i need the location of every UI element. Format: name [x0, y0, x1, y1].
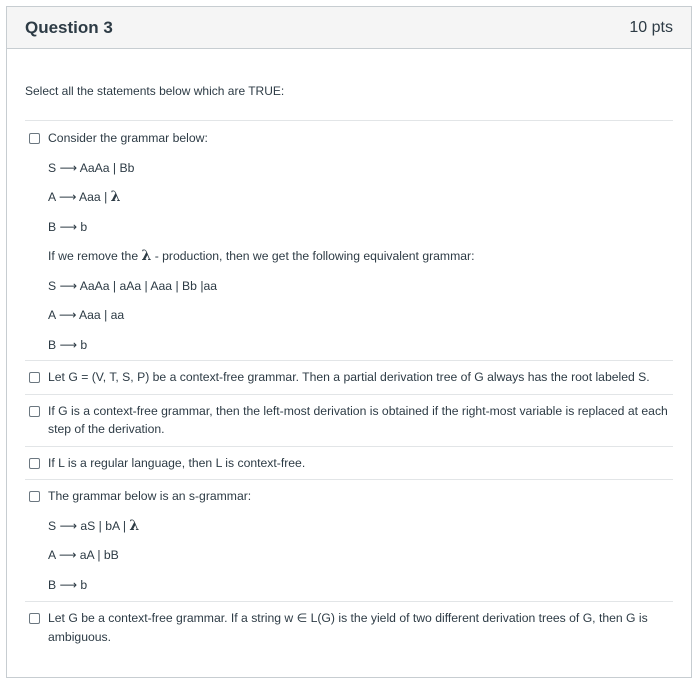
answer-option-6[interactable]: [25, 602, 673, 653]
answer-line: Let G = (V, T, S, P) be a context-free grammar. Then a partial derivation tree of G always has the root labeled S.: [48, 370, 650, 384]
answer-option-2[interactable]: [25, 361, 673, 395]
grammar-rule: B ⟶ b: [48, 219, 88, 234]
answer-option-4[interactable]: [25, 447, 673, 481]
question-header: [7, 7, 691, 49]
answer-text-3: [48, 402, 673, 439]
answer-line: Consider the grammar below:: [48, 131, 208, 145]
question-prompt: Select all the statements below which are TRUE:: [25, 84, 285, 98]
lambda-rule: A ⟶ Aaa | λ: [48, 189, 121, 205]
grammar-rule: A ⟶ aA | bB: [48, 548, 119, 562]
grammar-rule: B ⟶ b: [48, 577, 88, 592]
question-points: 10 pts: [629, 18, 673, 36]
answer-checkbox-5[interactable]: [29, 491, 40, 502]
answer-text-1: [48, 129, 474, 354]
answer-line: If G is a context-free grammar, then the left-most derivation is obtained if the right-most variable is replaced at each step of the derivation.: [48, 403, 668, 436]
answer-checkbox-1[interactable]: [29, 133, 40, 144]
answer-checkbox-6[interactable]: [29, 613, 40, 624]
answer-text-2: [48, 368, 650, 387]
question-body: [7, 84, 691, 653]
answer-text-4: [48, 454, 305, 473]
grammar-rule: S ⟶ aS | bA | λ: [48, 517, 140, 534]
answer-checkbox-3[interactable]: [29, 406, 40, 417]
grammar-rule: B ⟶ b: [48, 337, 88, 352]
answer-checkbox-2[interactable]: [29, 372, 40, 383]
answer-line: Let G be a context-free grammar. If a string w ∈ L(G) is the yield of two different derivation trees of G, then G is ambiguous.: [48, 611, 648, 644]
answer-text-6: [48, 609, 673, 646]
answer-option-5[interactable]: [25, 480, 673, 602]
answer-checkbox-4[interactable]: [29, 458, 40, 469]
grammar-rule: S ⟶ AaAa | Bb: [48, 160, 135, 175]
grammar-rule: S ⟶ AaAa | aAa | Aaa | Bb |aa: [48, 278, 218, 293]
answer-option-1[interactable]: [25, 121, 673, 361]
answer-line: If we remove the λ - production, then we get the following equivalent grammar:: [48, 248, 475, 264]
answer-text-5: [48, 487, 251, 594]
answer-line: If L is a regular language, then L is context-free.: [48, 455, 306, 470]
question-title: Question 3: [25, 17, 113, 37]
answer-option-3[interactable]: [25, 395, 673, 447]
question-card: [6, 6, 692, 678]
answer-line: The grammar below is an s-grammar:: [48, 489, 252, 503]
grammar-rule: A ⟶ Aaa | aa: [48, 308, 125, 322]
grammar-rule: [48, 188, 474, 207]
answer-list: [25, 120, 673, 653]
